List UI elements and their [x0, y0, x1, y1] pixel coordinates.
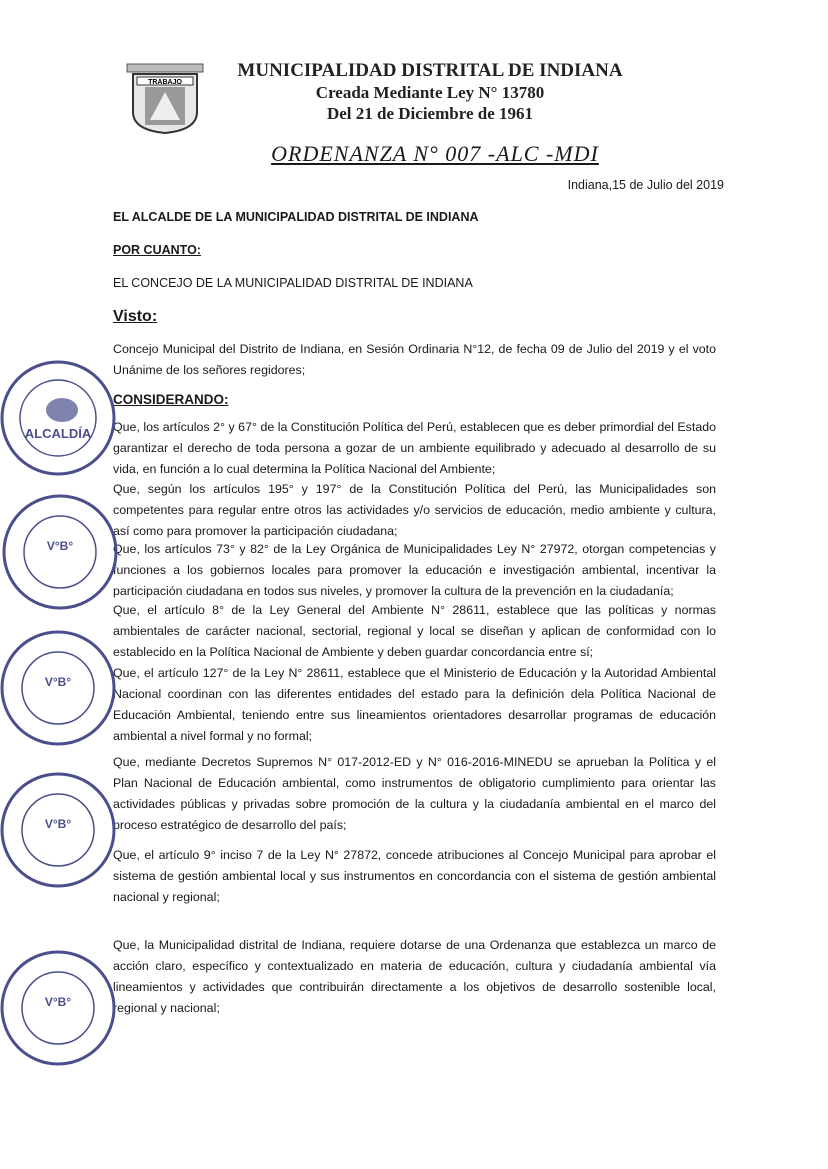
considerando-paragraph: Que, la Municipalidad distrital de Indiana, requiere dotarse de una Ordenanza que establezca un marco de acción claro, específico y contextualizado en materia de educación, cultura y ciudadanía ambiental vía lineamientos y actividades que contribuirán directamente a los objetivos de desarrollo sostenible local, regional y nacional;	[113, 938, 716, 1015]
considerando-paragraph: Que, los artículos 2° y 67° de la Constitución Política del Perú, establecen que es deber primordial del Estado garantizar el derecho de toda persona a gozar de un ambiente equilibrado y adecuado al desarrollo de su vida, en función a lo cual determina la Política Nacional del Ambiente;	[113, 420, 716, 476]
issuer: EL ALCALDE DE LA MUNICIPALIDAD DISTRITAL DE INDIANA	[113, 210, 479, 224]
svg-text:V°B°: V°B°	[44, 675, 72, 689]
por-cuanto-heading: POR CUANTO:	[113, 243, 201, 257]
asesoria-juridica-stamp	[0, 628, 120, 748]
creation-date: Del 21 de Diciembre de 1961	[326, 104, 533, 123]
svg-text:TRABAJO: TRABAJO	[148, 79, 182, 86]
creation-law: Creada Mediante Ley N° 13780	[315, 83, 545, 102]
administracion-stamp	[0, 492, 120, 612]
considerando-heading: CONSIDERANDO:	[113, 392, 229, 407]
institution-name: MUNICIPALIDAD DISTRITAL DE INDIANA	[237, 60, 623, 81]
desarrollo-economico-stamp	[0, 948, 120, 1068]
considerando-paragraph: Que, mediante Decretos Supremos N° 017-2012-ED y N° 016-2016-MINEDU se aprueban la Política y el Plan Nacional de Educación ambiental, como instrumentos de obligatorio cumplimiento para orientar las actividades públicas y privadas sobre promoción de la cultura y la ciudadanía ambiental en el marco del proceso estratégico de desarrollo del país;	[113, 755, 716, 832]
document-date: Indiana,15 de Julio del 2019	[567, 178, 724, 192]
svg-text:ALCALDÍA: ALCALDÍA	[24, 426, 92, 441]
visto-paragraph: Concejo Municipal del Distrito de Indiana, en Sesión Ordinaria N°12, de fecha 09 de Julio del 2019 y el voto Unánime de los señores regidores;	[113, 342, 716, 377]
concejo-line: EL CONCEJO DE LA MUNICIPALIDAD DISTRITAL DE INDIANA	[113, 276, 473, 290]
considerando-paragraph: Que, el artículo 9° inciso 7 de la Ley N° 27872, concede atribuciones al Concejo Municipal para aprobar el sistema de gestión ambiental local y sus instrumentos en concordancia con el sistema de gestión ambiental nacional y regional;	[113, 848, 716, 904]
considerando-paragraph: Que, el artículo 127° de la Ley N° 28611, establece que el Ministerio de Educación y la Autoridad Ambiental Nacional coordinan con las diferentes entidades del estado para la definición dela Política Nacional de Educación Ambiental, teniendo entre sus lineamientos orientadores desarrollar programas de educación ambiental a nivel formal y no formal;	[113, 666, 716, 743]
considerando-paragraph: Que, según los artículos 195° y 197° de la Constitución Política del Perú, las Municipalidades son competentes para regular entre otros las actividades y/o servicios de educación, medio ambiente y cultura, así como para promover la participación ciudadana;	[113, 482, 716, 538]
svg-text:V°B°: V°B°	[44, 995, 72, 1009]
ordinance-title: ORDENANZA N° 007 -ALC -MDI	[271, 141, 599, 166]
considerando-paragraph: Que, el artículo 8° de la Ley General del Ambiente N° 28611, establece que las políticas y normas ambientales de carácter nacional, sectorial, regional y local se diseñan y aplican de conformidad con lo establecido en la Política Nacional de Ambiente y deben guardar concordancia entre sí;	[113, 603, 716, 659]
visto-heading: Visto:	[113, 308, 158, 325]
planificacion-stamp	[0, 770, 120, 890]
alcaldia-stamp	[0, 358, 120, 478]
municipal-coat-of-arms-logo	[125, 60, 205, 135]
svg-text:V°B°: V°B°	[46, 539, 74, 553]
considerando-paragraph: Que, los artículos 73° y 82° de la Ley Orgánica de Municipalidades Ley N° 27972, otorgan competencias y funciones a los gobiernos locales para promover la educación e investigación ambiental, incentivar la participación ciudadana en todos sus niveles, y promover la cultura de la prevención en la ciudadanía;	[113, 542, 716, 598]
svg-text:V°B°: V°B°	[44, 817, 72, 831]
